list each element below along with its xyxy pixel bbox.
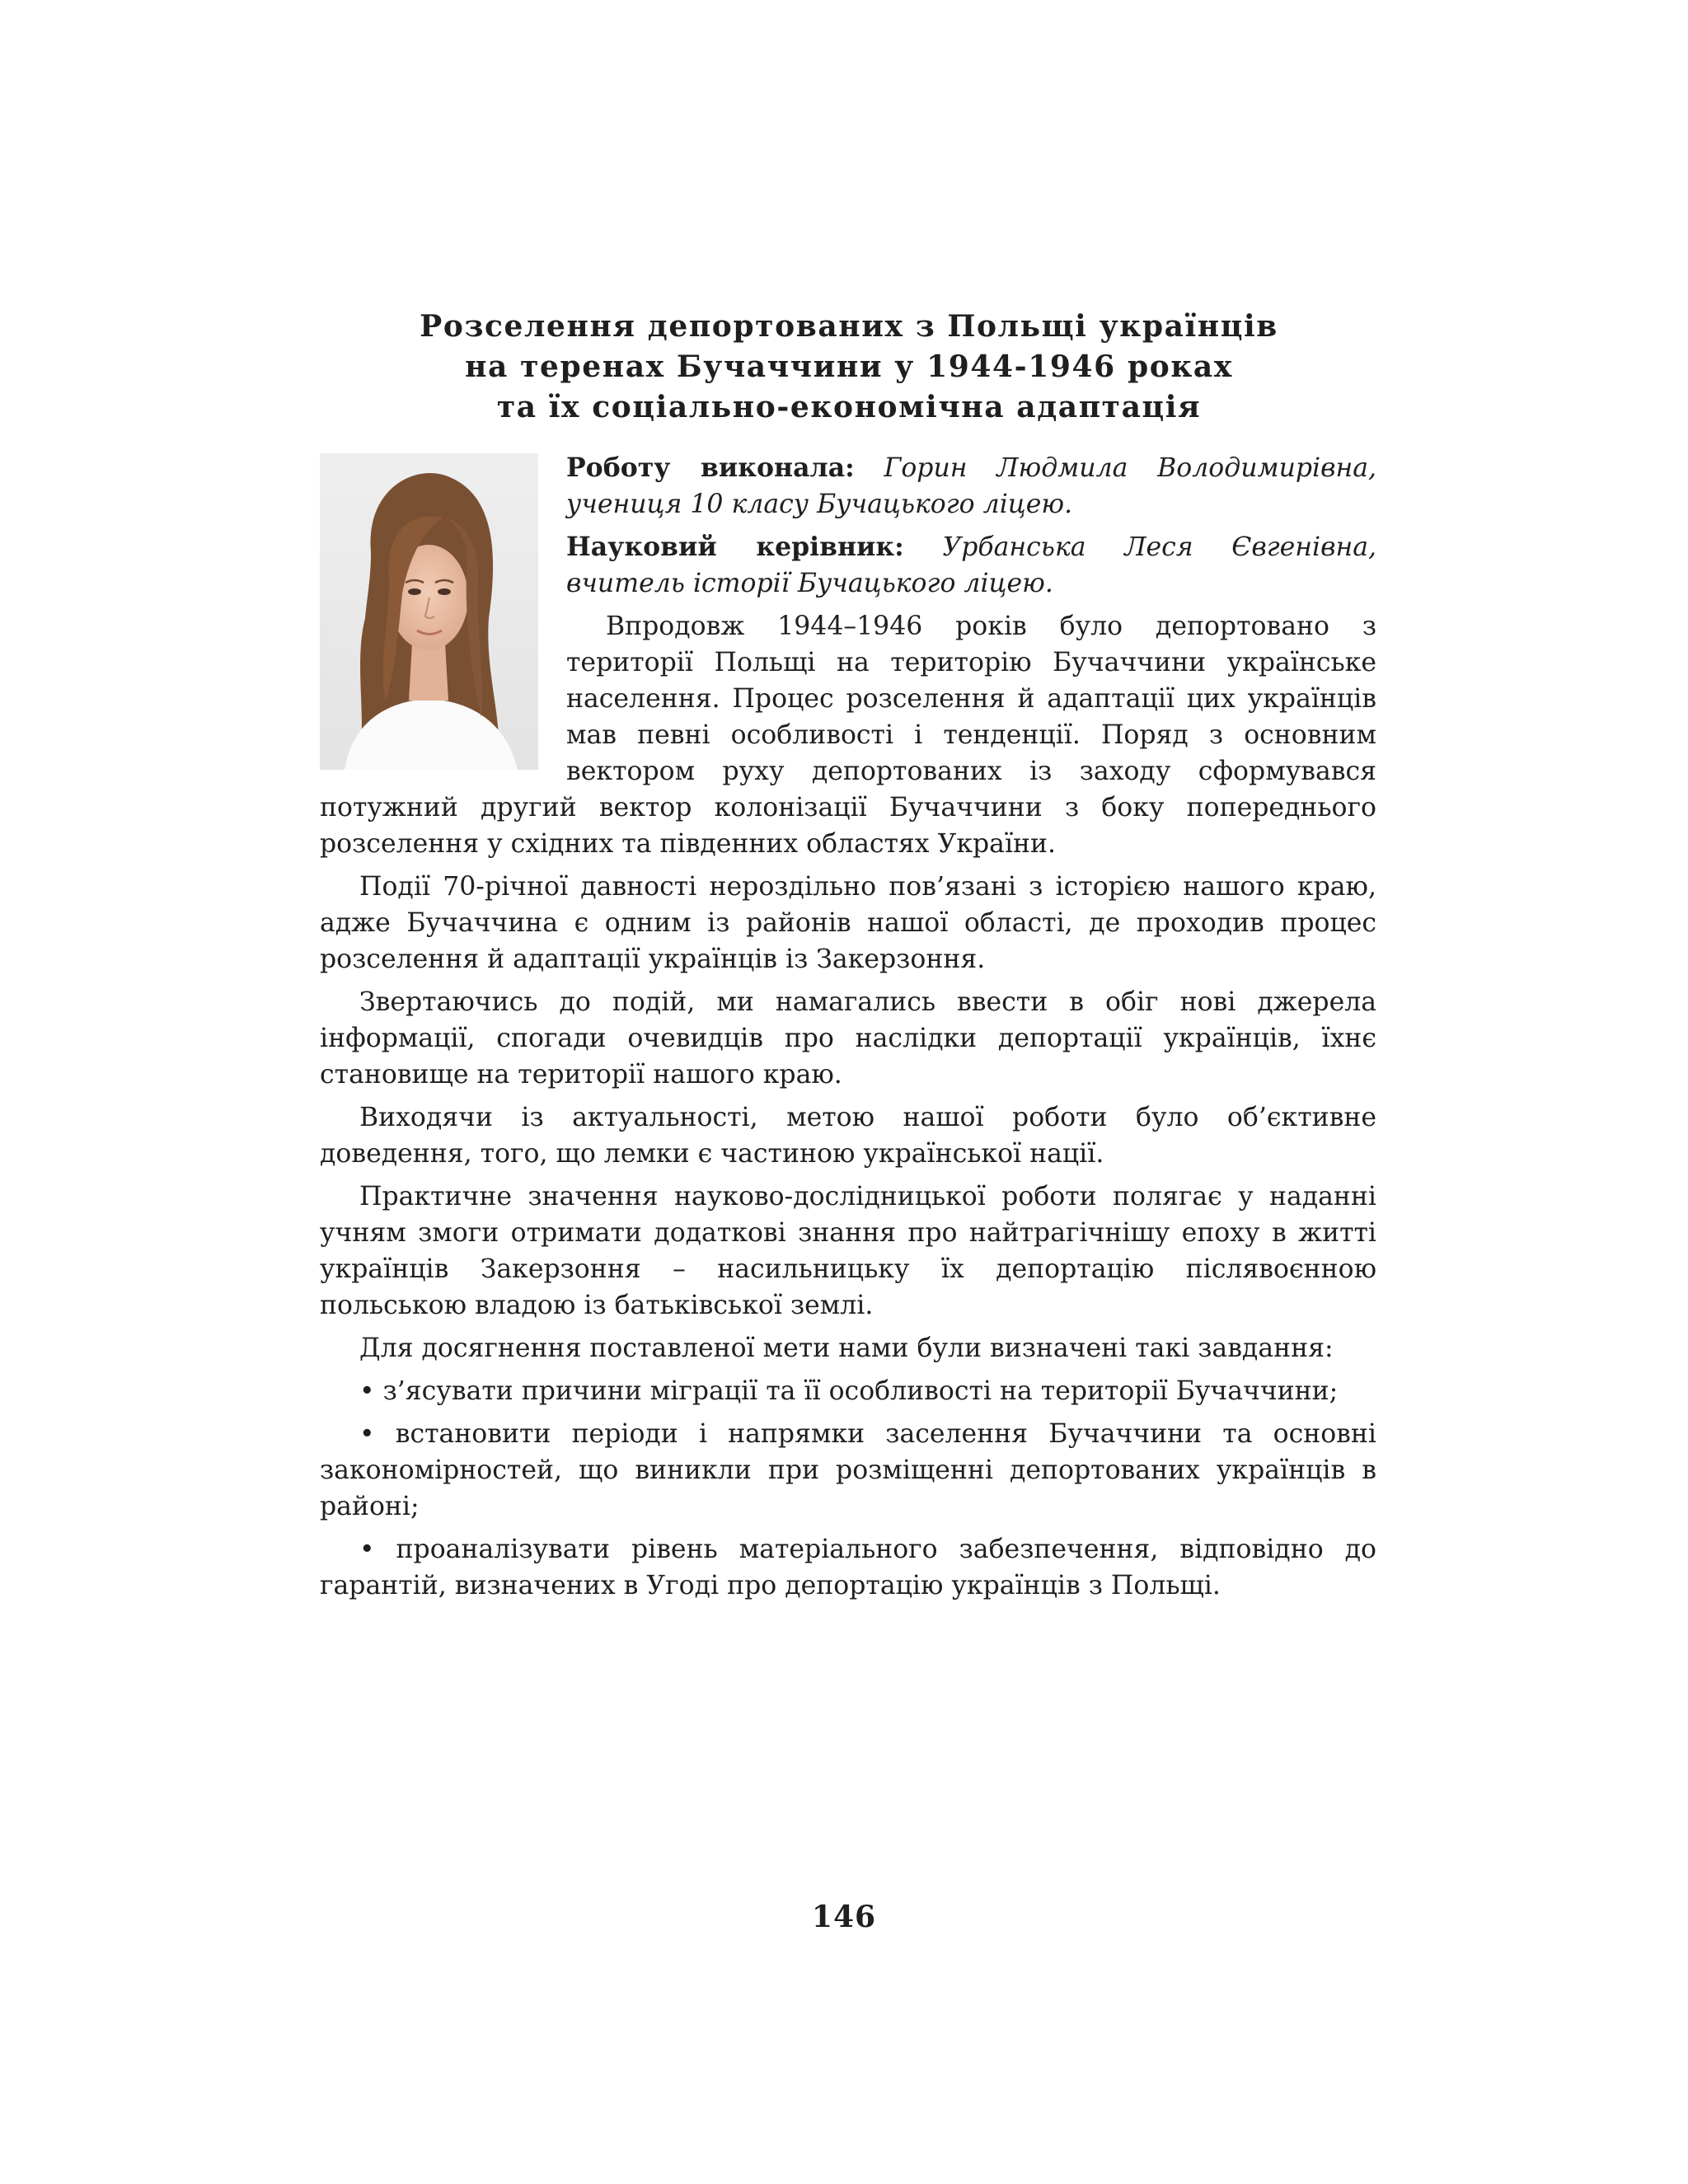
article-title <box>321 307 1376 428</box>
title-line-3: та їх соціально-економічна адаптація <box>496 390 1202 424</box>
author-text: Горин Людмила Володимирівна, учениця 10 класу Бучацького ліцею. <box>566 453 1377 519</box>
page-number: 146 <box>811 1900 877 1934</box>
paragraph: Події 70-річної давності нероздільно пов’язані з історією нашого краю, адже Бучаччина є одним із районів нашої області, де проходив процес розселення й адаптації українців із Закерзоння. <box>320 872 1376 974</box>
author-photo <box>320 453 538 770</box>
task-item: • проаналізувати рівень матеріального забезпечення, відповідно до гарантій, визначених в Угоді про депортацію українців з Польщі. <box>320 1535 1376 1601</box>
supervisor-label: Науковий керівник: <box>566 532 904 562</box>
paragraph: Практичне значення науково-дослідницької роботи полягає у наданні учням змоги отримати додаткові знання про найтрагічнішу епоху в житті українців Закерзоння – насильницьку їх депортацію післявоєнною польською владою із батьківської землі. <box>320 1182 1376 1320</box>
paragraph: Виходячи із актуальності, метою нашої роботи було об’єктивне доведення, того, що лемки є частиною української нації. <box>320 1103 1376 1169</box>
author-label: Роботу виконала: <box>566 452 855 483</box>
task-item: • з’ясувати причини міграції та її особливості на території Бучаччини; <box>359 1376 1339 1406</box>
title-line-2: на теренах Бучаччини у 1944-1946 роках <box>465 349 1233 384</box>
supervisor-text: Урбанська Леся Євгенівна, вчитель історії Бучацького ліцею. <box>566 532 1376 598</box>
paragraph: Впродовж 1944–1946 років було депортовано з території Польщі на територію Бучаччини українське населення. Процес розселення й адаптації цих українців мав певні особливості і тенденції. Поряд з основним вектором руху депортованих із заходу сформувався потужний другий вектор колонізації Бучаччини з боку попереднього розселення у східних та південних областях України. <box>320 612 1376 859</box>
task-item: • встановити періоди і напрямки заселення Бучаччини та основні закономірностей, що виникли при розміщенні депортованих українців в районі; <box>320 1419 1376 1521</box>
paragraph: Для досягнення поставленої мети нами були визначені такі завдання: <box>359 1333 1334 1363</box>
article-body <box>320 450 1376 1604</box>
title-line-1: Розселення депортованих з Польщі українців <box>420 309 1278 344</box>
paragraph: Звертаючись до подій, ми намагались ввести в обіг нові джерела інформації, спогади очевидців про наслідки депортації українців, їхнє становище на території нашого краю. <box>320 987 1376 1090</box>
